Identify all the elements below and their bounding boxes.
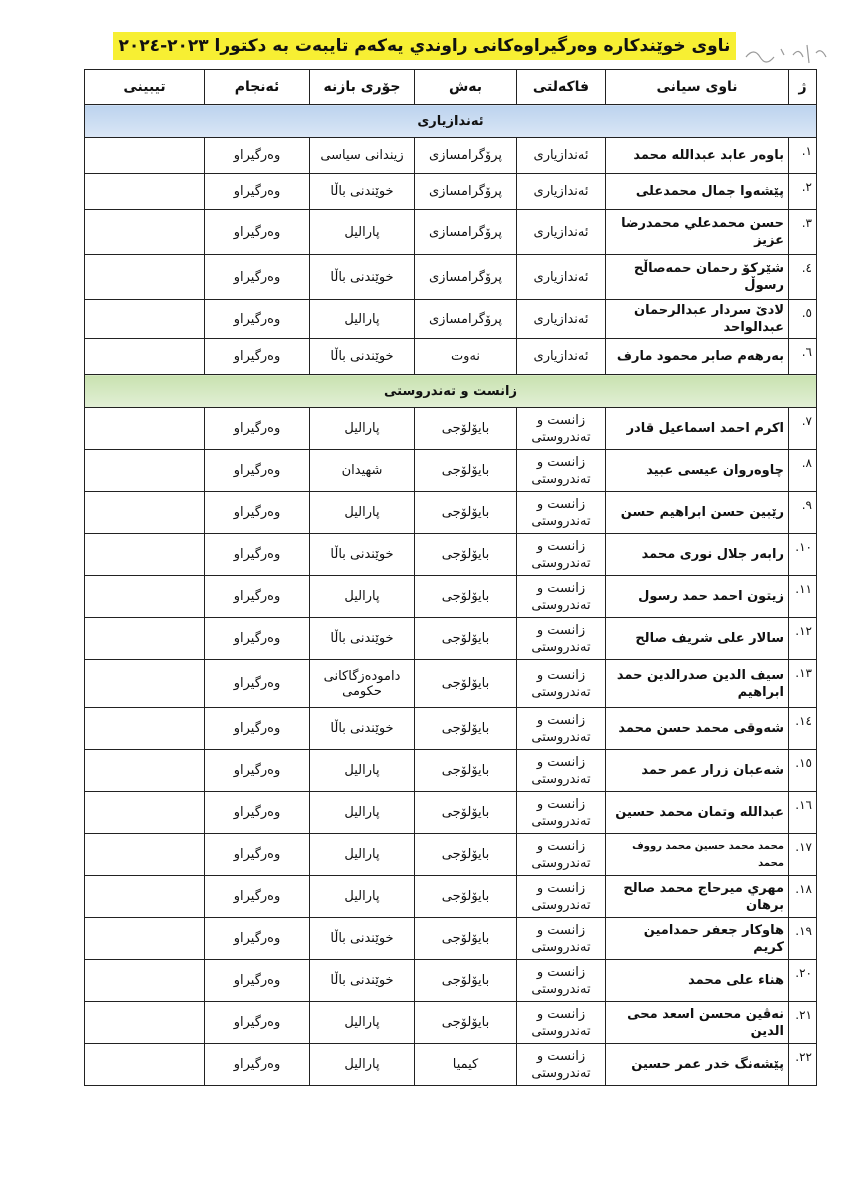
result-cell: وەرگیراو — [205, 210, 310, 255]
student-name: چاوەروان عیسی عبید — [606, 450, 789, 492]
table-row — [85, 918, 817, 960]
faculty-cell: زانست و تەندروستی — [517, 492, 606, 534]
faculty-cell: زانست و تەندروستی — [517, 408, 606, 450]
faculty-cell: زانست و تەندروستی — [517, 918, 606, 960]
program-type-cell: پارالیل — [310, 408, 415, 450]
program-type-cell: پارالیل — [310, 300, 415, 339]
program-type-cell: پارالیل — [310, 576, 415, 618]
program-type-cell: خوێندنی باڵا — [310, 255, 415, 300]
program-type-cell: شهیدان — [310, 450, 415, 492]
table-row — [85, 876, 817, 918]
note-cell — [85, 708, 205, 750]
result-cell: وەرگیراو — [205, 300, 310, 339]
student-name: باوەر عابد عبدالله محمد — [606, 138, 789, 174]
department-cell: بایۆلۆجی — [415, 1002, 517, 1044]
row-number: ٢١. — [789, 1002, 817, 1044]
result-cell: وەرگیراو — [205, 450, 310, 492]
table-row — [85, 210, 817, 255]
note-cell — [85, 492, 205, 534]
program-type-cell: خوێندنی باڵا — [310, 918, 415, 960]
document-title: ناوی خوێندکارە وەرگیراوەکانی راوندي یەکەم تایبەت بە دکتورا ٢٠٢٣-٢٠٢٤ — [113, 32, 737, 60]
student-name: محمد محمد حسین محمد رووف محمد — [606, 834, 789, 876]
department-cell: بایۆلۆجی — [415, 918, 517, 960]
department-cell: بایۆلۆجی — [415, 534, 517, 576]
result-cell: وەرگیراو — [205, 1002, 310, 1044]
department-cell: بایۆلۆجی — [415, 660, 517, 708]
department-cell: بایۆلۆجی — [415, 960, 517, 1002]
row-number: ٤. — [789, 255, 817, 300]
result-cell: وەرگیراو — [205, 876, 310, 918]
table-row — [85, 660, 817, 708]
note-cell — [85, 750, 205, 792]
student-name: پێشەنگ خدر عمر حسین — [606, 1044, 789, 1086]
note-cell — [85, 618, 205, 660]
row-number: ١٧. — [789, 834, 817, 876]
row-number: ١٥. — [789, 750, 817, 792]
result-cell: وەرگیراو — [205, 834, 310, 876]
table-row — [85, 576, 817, 618]
column-header: بەش — [415, 70, 517, 105]
result-cell: وەرگیراو — [205, 960, 310, 1002]
result-cell: وەرگیراو — [205, 339, 310, 375]
student-name: شێرکۆ رحمان حمەصاڵح رسوڵ — [606, 255, 789, 300]
student-name: زیتون احمد حمد رسول — [606, 576, 789, 618]
column-header: ئەنجام — [205, 70, 310, 105]
result-cell: وەرگیراو — [205, 408, 310, 450]
section-header-row — [85, 105, 817, 138]
result-cell: وەرگیراو — [205, 618, 310, 660]
faculty-cell: ئەندازیاری — [517, 210, 606, 255]
row-number: ٩. — [789, 492, 817, 534]
program-type-cell: خوێندنی باڵا — [310, 534, 415, 576]
department-cell: پرۆگرامسازی — [415, 138, 517, 174]
result-cell: وەرگیراو — [205, 255, 310, 300]
faculty-cell: زانست و تەندروستی — [517, 618, 606, 660]
program-type-cell: دامودەزگاکانی حکومی — [310, 660, 415, 708]
faculty-cell: زانست و تەندروستی — [517, 708, 606, 750]
department-cell: بایۆلۆجی — [415, 834, 517, 876]
program-type-cell: خوێندنی باڵا — [310, 339, 415, 375]
faculty-cell: ئەندازیاری — [517, 174, 606, 210]
department-cell: بایۆلۆجی — [415, 750, 517, 792]
program-type-cell: خوێندنی باڵا — [310, 960, 415, 1002]
note-cell — [85, 876, 205, 918]
faculty-cell: زانست و تەندروستی — [517, 792, 606, 834]
note-cell — [85, 300, 205, 339]
department-cell: بایۆلۆجی — [415, 450, 517, 492]
row-number: ١٦. — [789, 792, 817, 834]
table-row — [85, 960, 817, 1002]
program-type-cell: پارالیل — [310, 210, 415, 255]
program-type-cell: خوێندنی باڵا — [310, 174, 415, 210]
column-header: ژ — [789, 70, 817, 105]
faculty-cell: زانست و تەندروستی — [517, 450, 606, 492]
note-cell — [85, 174, 205, 210]
department-cell: بایۆلۆجی — [415, 876, 517, 918]
faculty-cell: زانست و تەندروستی — [517, 660, 606, 708]
program-type-cell: پارالیل — [310, 792, 415, 834]
department-cell: بایۆلۆجی — [415, 576, 517, 618]
program-type-cell: خوێندنی باڵا — [310, 708, 415, 750]
faculty-cell: ئەندازیاری — [517, 255, 606, 300]
student-name: بەرهەم صابر محمود مارف — [606, 339, 789, 375]
student-name: شەعبان زرار عمر حمد — [606, 750, 789, 792]
note-cell — [85, 1044, 205, 1086]
title-wrapper — [0, 32, 849, 60]
student-name: اکرم احمد اسماعیل قادر — [606, 408, 789, 450]
result-cell: وەرگیراو — [205, 918, 310, 960]
row-number: ١١. — [789, 576, 817, 618]
column-header: فاکەلتی — [517, 70, 606, 105]
row-number: ١٨. — [789, 876, 817, 918]
note-cell — [85, 255, 205, 300]
student-name: لادێ سردار عبدالرحمان عبدالواحد — [606, 300, 789, 339]
note-cell — [85, 918, 205, 960]
table-row — [85, 492, 817, 534]
department-cell: پرۆگرامسازی — [415, 210, 517, 255]
faculty-cell: زانست و تەندروستی — [517, 876, 606, 918]
program-type-cell: پارالیل — [310, 750, 415, 792]
table-row — [85, 300, 817, 339]
student-name: عبدالله وتمان محمد حسین — [606, 792, 789, 834]
result-cell: وەرگیراو — [205, 174, 310, 210]
table-row — [85, 534, 817, 576]
table-row — [85, 339, 817, 375]
table-row — [85, 618, 817, 660]
department-cell: نەوت — [415, 339, 517, 375]
row-number: ١٩. — [789, 918, 817, 960]
faculty-cell: ئەندازیاری — [517, 300, 606, 339]
table-row — [85, 255, 817, 300]
note-cell — [85, 450, 205, 492]
row-number: ٧. — [789, 408, 817, 450]
result-cell: وەرگیراو — [205, 1044, 310, 1086]
student-name: هناء علی محمد — [606, 960, 789, 1002]
column-header: ناوی سیانی — [606, 70, 789, 105]
table-header — [85, 70, 817, 105]
note-cell — [85, 1002, 205, 1044]
note-cell — [85, 408, 205, 450]
faculty-cell: زانست و تەندروستی — [517, 1044, 606, 1086]
row-number: ٣. — [789, 210, 817, 255]
student-name: پێشەوا جمال محمدعلی — [606, 174, 789, 210]
program-type-cell: پارالیل — [310, 834, 415, 876]
row-number: ١٣. — [789, 660, 817, 708]
table-row — [85, 138, 817, 174]
section-label: ئەندازیاری — [85, 105, 817, 138]
department-cell: بایۆلۆجی — [415, 618, 517, 660]
student-name: هاوکار جعفر حمدامین کریم — [606, 918, 789, 960]
faculty-cell: زانست و تەندروستی — [517, 1002, 606, 1044]
table-row — [85, 708, 817, 750]
student-name: رێبین حسن ابراهیم حسن — [606, 492, 789, 534]
student-name: مهري میرحاج محمد صالح برهان — [606, 876, 789, 918]
faculty-cell: ئەندازیاری — [517, 138, 606, 174]
result-cell: وەرگیراو — [205, 792, 310, 834]
row-number: ٥. — [789, 300, 817, 339]
student-name: نەڤین محسن اسعد محی الدین — [606, 1002, 789, 1044]
row-number: ٦. — [789, 339, 817, 375]
result-cell: وەرگیراو — [205, 576, 310, 618]
result-cell: وەرگیراو — [205, 660, 310, 708]
department-cell: بایۆلۆجی — [415, 492, 517, 534]
table-row — [85, 1002, 817, 1044]
student-name: رابەر جلال نوری محمد — [606, 534, 789, 576]
section-header-row — [85, 375, 817, 408]
note-cell — [85, 138, 205, 174]
table-row — [85, 174, 817, 210]
department-cell: پرۆگرامسازی — [415, 300, 517, 339]
program-type-cell: پارالیل — [310, 876, 415, 918]
column-header: جۆری بازنە — [310, 70, 415, 105]
row-number: ١٤. — [789, 708, 817, 750]
table-body — [85, 105, 817, 1086]
students-table — [84, 69, 817, 1086]
row-number: ١. — [789, 138, 817, 174]
result-cell: وەرگیراو — [205, 138, 310, 174]
row-number: ١٠. — [789, 534, 817, 576]
program-type-cell: زیندانی سیاسی — [310, 138, 415, 174]
row-number: ٨. — [789, 450, 817, 492]
department-cell: بایۆلۆجی — [415, 792, 517, 834]
table-row — [85, 408, 817, 450]
student-name: حسن محمدعلي محمدرضا عزیز — [606, 210, 789, 255]
note-cell — [85, 576, 205, 618]
row-number: ٢٢. — [789, 1044, 817, 1086]
result-cell: وەرگیراو — [205, 708, 310, 750]
student-name: سالار علی شریف صالح — [606, 618, 789, 660]
note-cell — [85, 834, 205, 876]
faculty-cell: زانست و تەندروستی — [517, 534, 606, 576]
faculty-cell: زانست و تەندروستی — [517, 960, 606, 1002]
program-type-cell: پارالیل — [310, 1002, 415, 1044]
program-type-cell: خوێندنی باڵا — [310, 618, 415, 660]
faculty-cell: ئەندازیاری — [517, 339, 606, 375]
result-cell: وەرگیراو — [205, 750, 310, 792]
result-cell: وەرگیراو — [205, 492, 310, 534]
department-cell: پرۆگرامسازی — [415, 174, 517, 210]
faculty-cell: زانست و تەندروستی — [517, 576, 606, 618]
row-number: ١٢. — [789, 618, 817, 660]
table-row — [85, 1044, 817, 1086]
table-row — [85, 450, 817, 492]
faculty-cell: زانست و تەندروستی — [517, 750, 606, 792]
department-cell: بایۆلۆجی — [415, 708, 517, 750]
note-cell — [85, 339, 205, 375]
row-number: ٢٠. — [789, 960, 817, 1002]
row-number: ٢. — [789, 174, 817, 210]
table-row — [85, 792, 817, 834]
student-name: سیف الدین صدرالدین حمد ابراهیم — [606, 660, 789, 708]
faculty-cell: زانست و تەندروستی — [517, 834, 606, 876]
note-cell — [85, 534, 205, 576]
note-cell — [85, 210, 205, 255]
student-name: شەوقی محمد حسن محمد — [606, 708, 789, 750]
department-cell: پرۆگرامسازی — [415, 255, 517, 300]
result-cell: وەرگیراو — [205, 534, 310, 576]
table-row — [85, 750, 817, 792]
department-cell: کیمیا — [415, 1044, 517, 1086]
note-cell — [85, 792, 205, 834]
department-cell: بایۆلۆجی — [415, 408, 517, 450]
section-label: زانست و تەندروستی — [85, 375, 817, 408]
column-header: تیبینی — [85, 70, 205, 105]
note-cell — [85, 660, 205, 708]
note-cell — [85, 960, 205, 1002]
table-row — [85, 834, 817, 876]
program-type-cell: پارالیل — [310, 492, 415, 534]
program-type-cell: پارالیل — [310, 1044, 415, 1086]
